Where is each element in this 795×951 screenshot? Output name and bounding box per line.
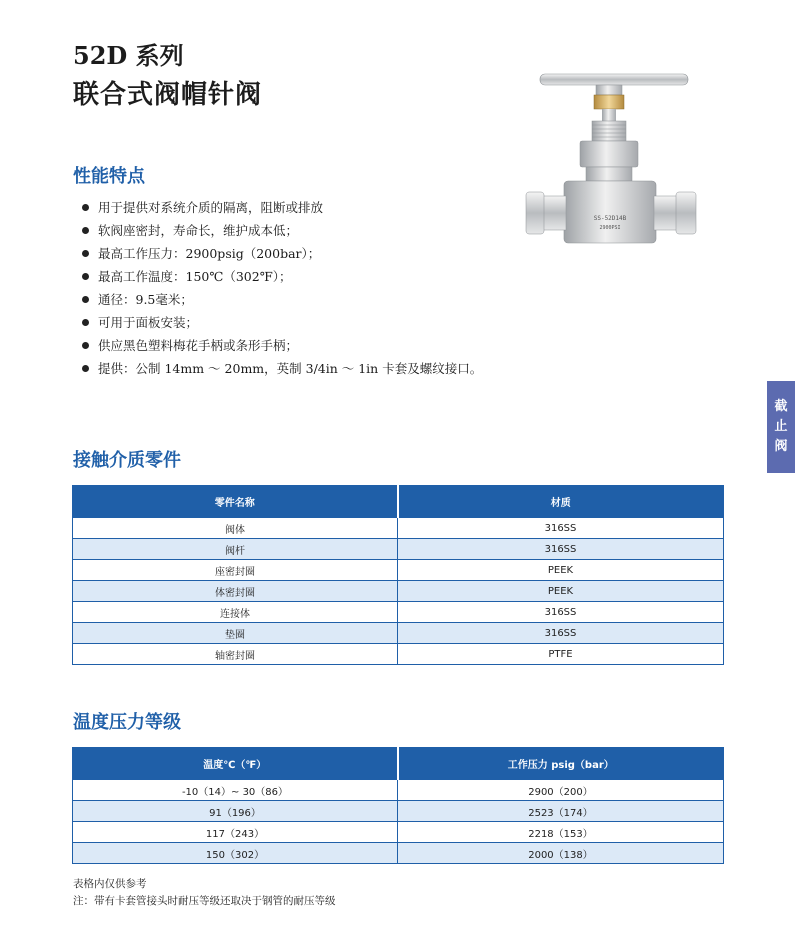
notes [73,876,336,910]
cell-material: 316SS [398,539,724,560]
cell-material: 316SS [398,518,724,539]
cell-part: 阀杆 [73,539,398,560]
features-list [82,196,552,380]
table-row [73,581,724,602]
cell-material: PEEK [398,581,724,602]
cell-part: 体密封圈 [73,581,398,602]
cell-pressure: 2900（200） [398,780,724,801]
cell-temperature: 117（243） [73,822,398,843]
feature-item: 最高工作温度：150℃（302℉）； [82,265,552,288]
note-reference: 表格内仅供参考 [73,878,147,890]
ratings-title: 温度压力等级 [73,712,181,733]
cell-temperature: -10（14）~ 30（86） [73,780,398,801]
body-marking-1: SS-52D14B [593,215,627,222]
cell-pressure: 2523（174） [398,801,724,822]
table-row [73,560,724,581]
side-tab-char: 止 [774,419,788,434]
cell-temperature: 91（196） [73,801,398,822]
materials-table [72,485,724,665]
cell-part: 轴密封圈 [73,644,398,665]
ratings-table [72,747,724,864]
cell-part: 垫圈 [73,623,398,644]
table-row [73,623,724,644]
feature-item: 软阀座密封，寿命长，维护成本低； [82,219,552,242]
table-row [73,644,724,665]
cell-material: 316SS [398,602,724,623]
side-tab-char: 截 [774,399,788,414]
feature-item: 供应黑色塑料梅花手柄或条形手柄； [82,334,552,357]
cell-material: PEEK [398,560,724,581]
table-row [73,539,724,560]
side-tab-char: 阀 [774,439,788,454]
table-row [73,518,724,539]
table-header-row [73,486,724,518]
feature-item: 最高工作压力：2900psig（200bar）； [82,242,552,265]
materials-title: 接触介质零件 [73,450,181,471]
note-pressure: 注：带有卡套管接头时耐压等级还取决于钢管的耐压等级 [73,895,336,907]
series-title: 52D 系列 [73,41,184,70]
feature-item: 用于提供对系统介质的隔离，阻断或排放 [82,196,552,219]
features-title: 性能特点 [73,166,145,187]
cell-material: PTFE [398,644,724,665]
header-material: 材质 [398,486,724,518]
cell-temperature: 150（302） [73,843,398,864]
feature-item: 提供：公制 14mm ～ 20mm，英制 3/4in ～ 1in 卡套及螺纹接口。 [82,357,552,380]
table-row [73,843,724,864]
cell-pressure: 2000（138） [398,843,724,864]
feature-item: 可用于面板安装； [82,311,552,334]
table-row [73,822,724,843]
cell-material: 316SS [398,623,724,644]
product-title: 联合式阀帽针阀 [73,80,263,110]
table-row [73,780,724,801]
header-temperature: 温度℃（℉） [73,748,398,780]
side-tab-label [774,397,787,457]
table-row [73,602,724,623]
cell-pressure: 2218（153） [398,822,724,843]
table-header-row [73,748,724,780]
header-pressure: 工作压力 psig（bar） [398,748,724,780]
category-side-tab[interactable] [767,381,795,473]
table-row [73,801,724,822]
cell-part: 连接体 [73,602,398,623]
header-part-name: 零件名称 [73,486,398,518]
feature-item: 通径：9.5毫米； [82,288,552,311]
cell-part: 阀体 [73,518,398,539]
body-marking-2: 2900PSI [599,225,621,231]
cell-part: 座密封圈 [73,560,398,581]
